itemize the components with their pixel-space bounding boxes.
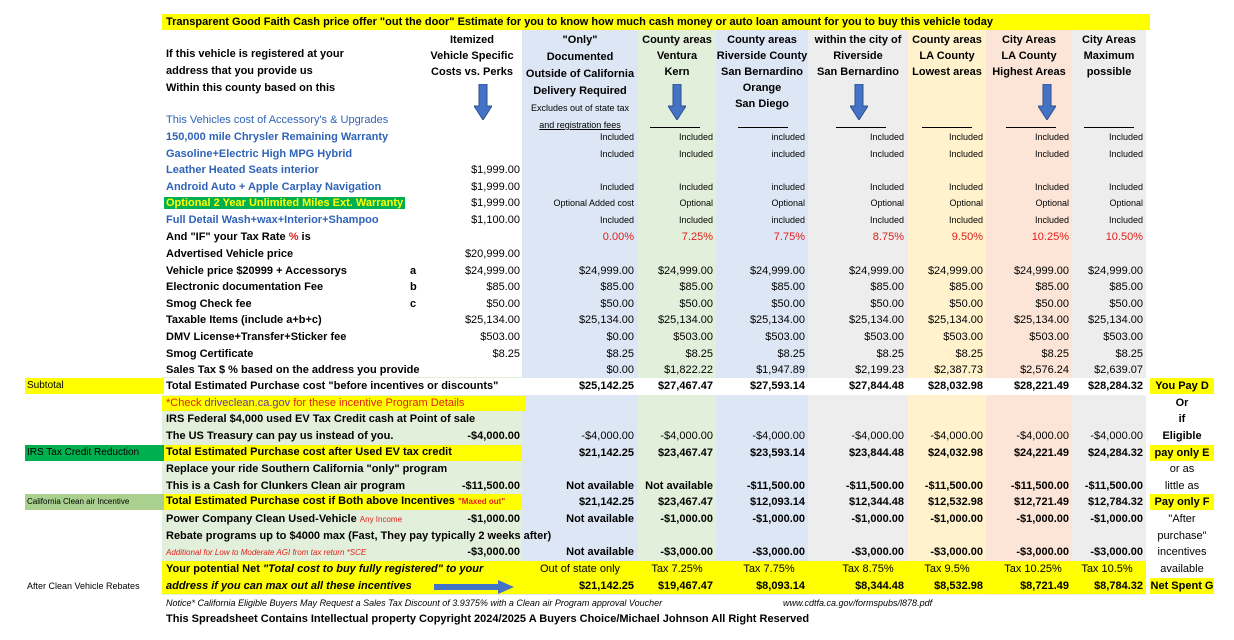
value-cell: included	[771, 148, 805, 159]
header-underline	[836, 127, 886, 128]
power-line-3: Additional for Low to Moderate AGI from tax return *SCE	[166, 548, 367, 557]
right-label: "After	[1168, 513, 1196, 525]
value-cell: -$1,000.00	[1090, 513, 1143, 525]
value-cell: $25,134.00	[848, 314, 904, 327]
accessory-label: Gasoline+Electric High MPG Hybrid	[166, 147, 353, 160]
arrow-down-icon	[1038, 84, 1056, 120]
value-cell: -$11,500.00	[845, 480, 904, 492]
notice-link: www.cdtfa.ca.gov/formspubs/l878.pdf	[783, 598, 933, 608]
value-cell: $50.00	[600, 297, 634, 310]
value-cell: Included	[869, 181, 904, 192]
value-cell: $24,999.00	[848, 264, 904, 277]
tax-note-cell: Tax 7.25%	[651, 563, 703, 575]
value-cell: $24,999.00	[927, 264, 983, 277]
value-cell: $25,134.00	[578, 314, 634, 327]
row-tag: b	[410, 281, 417, 294]
value-cell: -$1,000.00	[1016, 513, 1069, 525]
value-cell: $50.00	[949, 297, 983, 310]
value-cell: $2,576.24	[1020, 364, 1069, 377]
irs-line-1: IRS Federal $4,000 used EV Tax Credit cash at Point of sale	[166, 413, 476, 425]
row-label: Taxable Items (include a+b+c)	[166, 314, 322, 327]
value-cell: -$11,500.00	[746, 480, 805, 492]
value-cell: $28,284.32	[1087, 380, 1143, 392]
value-cell: Optional Added cost	[553, 198, 634, 208]
tax-note-cell: Tax 9.5%	[924, 563, 970, 575]
header-la-high: City Areas LA County Highest Areas	[992, 34, 1066, 78]
value-cell: $85.00	[1035, 281, 1069, 294]
tax-note-cell: Tax 7.75%	[743, 563, 795, 575]
value-cell: $23,593.14	[749, 447, 805, 459]
value-cell: $24,284.32	[1087, 447, 1143, 459]
value-cell: $2,387.73	[934, 364, 983, 377]
row-price: $20,999.00	[464, 248, 520, 260]
value-cell: $24,221.49	[1013, 447, 1069, 459]
any-income-note: Any Income	[359, 515, 403, 524]
header-underline	[650, 127, 700, 128]
value-cell: $23,467.47	[657, 496, 713, 508]
value-cell: $85.00	[679, 281, 713, 294]
value-cell: Included	[678, 181, 713, 192]
value-cell: $85.00	[949, 281, 983, 294]
value-cell: $503.00	[1103, 331, 1143, 343]
accessory-label: 150,000 mile Chrysler Remaining Warranty	[166, 131, 389, 143]
value-cell: $21,142.25	[578, 496, 634, 508]
value-cell: $503.00	[765, 331, 805, 343]
value-cell: Included	[599, 181, 634, 192]
value-cell: $25,134.00	[1013, 314, 1069, 327]
value-cell: $27,844.48	[848, 380, 904, 392]
page-title: Transparent Good Faith Cash price offer "out the door" Estimate for you to know how much cash money or auto loan amount for you to buy this vehicle today	[162, 14, 1150, 30]
value-cell: $28,032.98	[927, 380, 983, 392]
value-cell: 7.75%	[773, 231, 805, 243]
value-cell: Included	[678, 132, 713, 142]
right-label: purchase"	[1157, 530, 1207, 542]
value-cell: $19,467.47	[657, 580, 713, 592]
value-cell: -$4,000.00	[851, 430, 904, 442]
subtotal-label: Total Estimated Purchase cost "before incentives or discounts"	[166, 380, 499, 392]
value-cell: $23,467.47	[657, 447, 713, 459]
value-cell: $0.00	[606, 331, 634, 343]
value-cell: $8.25	[777, 347, 805, 360]
both-total-label	[166, 495, 505, 507]
value-cell: -$11,500.00	[1084, 480, 1143, 492]
value-cell: -$1,000.00	[851, 513, 904, 525]
side-label: IRS Tax Credit Reduction	[25, 445, 164, 461]
value-cell: $27,467.47	[657, 380, 713, 392]
side-label: After Clean Vehicle Rebates	[27, 581, 140, 591]
value-cell: Included	[1034, 181, 1069, 192]
value-cell: Included	[1034, 148, 1069, 159]
value-cell: $1,947.89	[756, 364, 805, 377]
value-cell: Included	[1108, 148, 1143, 159]
value-cell: -$3,000.00	[851, 546, 904, 558]
value-cell: -$1,000.00	[660, 513, 713, 525]
potential-line-2: address if you can max out all these incentives	[166, 580, 412, 592]
right-label: Net Spent G	[1150, 580, 1214, 592]
row-label: Advertised Vehicle price	[166, 248, 294, 260]
value-cell: Optional	[771, 198, 805, 208]
value-cell: $85.00	[1109, 281, 1143, 294]
accessory-price: $1,100.00	[471, 213, 520, 226]
value-cell: $2,639.07	[1094, 364, 1143, 377]
value-cell: $24,032.98	[927, 447, 983, 459]
potential-italic: "Total cost to buy fully registered" to your	[262, 563, 484, 575]
value-cell: Not available	[566, 480, 634, 492]
value-cell: Optional	[679, 198, 713, 208]
value-cell: $50.00	[870, 297, 904, 310]
value-cell: $25,134.00	[749, 314, 805, 327]
percent-sign: %	[288, 231, 299, 243]
power-line-1	[166, 513, 402, 525]
row-price: $50.00	[486, 297, 520, 310]
value-cell: -$3,000.00	[660, 546, 713, 558]
right-label: available	[1160, 563, 1204, 575]
value-cell: -$3,000.00	[1016, 546, 1069, 558]
value-cell: 10.25%	[1031, 231, 1069, 243]
irs-total-label: Total Estimated Purchase cost after Used EV tax credit	[166, 446, 452, 458]
arrow-down-icon	[850, 84, 868, 120]
accessories-title: This Vehicles cost of Accessory's & Upgrades	[166, 114, 389, 126]
row-label: Smog Check fee	[166, 297, 252, 310]
tax-rate-label-end: is	[298, 231, 311, 243]
power-line-2: Rebate programs up to $4000 max (Fast, They pay typically 2 weeks after)	[166, 530, 552, 542]
value-cell: -$4,000.00	[1090, 430, 1143, 442]
check-line	[162, 396, 526, 411]
value-cell: $28,221.49	[1013, 380, 1069, 392]
row-label: Sales Tax $ % based on the address you provide	[166, 364, 420, 377]
side-label: California Clean air Incentive	[25, 494, 164, 510]
value-cell: $85.00	[771, 281, 805, 294]
clunker-price: -$11,500.00	[461, 480, 520, 492]
arrow-down-icon	[474, 84, 492, 120]
check-prefix: *Check	[166, 397, 205, 409]
value-cell: -$4,000.00	[1016, 430, 1069, 442]
value-cell: included	[771, 132, 805, 142]
row-price: $8.25	[492, 347, 520, 360]
col-bg-la-high	[986, 30, 1072, 595]
value-cell: Included	[678, 148, 713, 159]
value-cell: Not available	[566, 513, 634, 525]
tax-note-cell: Tax 10.25%	[1004, 563, 1062, 575]
header-city: within the city of Riverside San Bernardino	[814, 34, 902, 78]
value-cell: Included	[1108, 132, 1143, 142]
header-underline	[738, 127, 788, 128]
value-cell: $12,721.49	[1013, 496, 1069, 508]
value-cell: -$3,000.00	[930, 546, 983, 558]
col-bg-riverside	[716, 30, 808, 595]
value-cell: $12,093.14	[749, 496, 805, 508]
row-price: $25,134.00	[464, 314, 520, 327]
value-cell: 0.00%	[602, 231, 634, 243]
value-cell: $24,999.00	[578, 264, 634, 277]
intro-line-1: If this vehicle is registered at your	[166, 48, 344, 60]
copyright-text: This Spreadsheet Contains Intellectual property Copyright 2024/2025 A Buyers Choice/Michael Johnson All Right Reserved	[166, 613, 810, 625]
value-cell: $8,093.14	[756, 580, 805, 592]
value-cell: -$4,000.00	[660, 430, 713, 442]
right-label: Eligible	[1162, 430, 1202, 442]
row-price: $85.00	[486, 281, 520, 294]
value-cell: $8.25	[1041, 347, 1069, 360]
side-label: Subtotal	[25, 378, 164, 394]
value-cell: $8,532.98	[934, 580, 983, 592]
value-cell: $85.00	[600, 281, 634, 294]
value-cell: -$11,500.00	[924, 480, 983, 492]
value-cell: $8.25	[685, 347, 713, 360]
intro-line-3: Within this county based on this	[166, 82, 336, 94]
value-cell: included	[771, 181, 805, 192]
value-cell: 10.50%	[1105, 231, 1143, 243]
header-underline	[1006, 127, 1056, 128]
power-price-3: -$3,000.00	[467, 546, 520, 558]
value-cell: Included	[948, 181, 983, 192]
power-line-1-text: Power Company Clean Used-Vehicle	[166, 513, 360, 525]
value-cell: Included	[678, 214, 713, 225]
header-underline	[922, 127, 972, 128]
right-label: Pay only F	[1150, 494, 1214, 510]
right-label: incentives	[1157, 546, 1207, 558]
value-cell: $0.00	[606, 364, 634, 377]
value-cell: $503.00	[864, 331, 904, 343]
right-label: little as	[1164, 480, 1200, 492]
value-cell: $23,844.48	[848, 447, 904, 459]
header-only: "Only" Documented Outside of California Delivery Required Excludes out of state tax and registration fees	[525, 34, 635, 130]
row-price: $24,999.00	[464, 264, 520, 277]
value-cell: $8.25	[955, 347, 983, 360]
clunker-line-2: This is a Cash for Clunkers Clean air program	[166, 480, 406, 492]
value-cell: Included	[948, 132, 983, 142]
value-cell: $8.25	[1115, 347, 1143, 360]
tax-rate-label-text: And "IF" your Tax Rate	[166, 231, 289, 243]
row-tag: c	[410, 297, 417, 310]
value-cell: $50.00	[1035, 297, 1069, 310]
value-cell: 7.25%	[681, 231, 713, 243]
value-cell: -$1,000.00	[930, 513, 983, 525]
row-label: Vehicle price $20999 + Accessorys	[166, 264, 347, 277]
value-cell: -$3,000.00	[752, 546, 805, 558]
accessory-label: Optional 2 Year Unlimited Miles Ext. Warranty	[166, 197, 404, 209]
header-itemized: Itemized Vehicle Specific Costs vs. Perks	[430, 34, 514, 78]
value-cell: $25,134.00	[927, 314, 983, 327]
row-label: Electronic documentation Fee	[166, 281, 324, 294]
value-cell: Included	[599, 132, 634, 142]
intro-line-2: address that you provide us	[166, 65, 313, 77]
value-cell: Not available	[645, 480, 713, 492]
value-cell: Included	[599, 148, 634, 159]
row-price: $503.00	[480, 331, 520, 343]
value-cell: -$4,000.00	[752, 430, 805, 442]
power-price-1: -$1,000.00	[467, 513, 520, 525]
value-cell: $21,142.25	[578, 580, 634, 592]
row-tag: a	[410, 264, 417, 277]
value-cell: Included	[869, 214, 904, 225]
both-total-text: Total Estimated Purchase cost if Both above Incentives	[166, 495, 458, 507]
row-label: DMV License+Transfer+Sticker fee	[166, 331, 347, 343]
value-cell: Included	[869, 132, 904, 142]
tax-rate-label	[166, 231, 311, 243]
value-cell: $50.00	[679, 297, 713, 310]
value-cell: $21,142.25	[578, 447, 634, 459]
accessory-label: Full Detail Wash+wax+Interior+Shampoo	[166, 213, 379, 226]
header-max: City Areas Maximum possible	[1081, 34, 1136, 78]
header-la-low: County areas LA County Lowest areas	[912, 34, 982, 78]
tax-note-cell: Tax 10.5%	[1081, 563, 1133, 575]
accessory-label: Android Auto + Apple Carplay Navigation	[166, 180, 382, 193]
col-bg-la-low	[908, 30, 986, 595]
value-cell: Included	[599, 214, 634, 225]
value-cell: $8,344.48	[855, 580, 904, 592]
clunker-line-1: Replace your ride Southern California "only" program	[166, 463, 448, 475]
row-label: Smog Certificate	[166, 347, 254, 360]
header-riverside: County areas Riverside County San Bernardino Orange San Diego	[716, 34, 808, 110]
value-cell: Included	[869, 148, 904, 159]
value-cell: Optional	[870, 198, 904, 208]
value-cell: Optional	[1109, 198, 1143, 208]
accessory-price: $1,999.00	[471, 164, 520, 176]
value-cell: $12,532.98	[927, 496, 983, 508]
value-cell: Optional	[949, 198, 983, 208]
value-cell: 8.75%	[872, 231, 904, 243]
right-label: Or	[1175, 397, 1189, 409]
value-cell: Included	[948, 148, 983, 159]
potential-line-1	[166, 563, 483, 575]
value-cell: Included	[1108, 214, 1143, 225]
value-cell: $50.00	[1109, 297, 1143, 310]
accessory-price: $1,999.00	[471, 180, 520, 193]
maxed-out-note: "Maxed out"	[457, 497, 506, 506]
value-cell: $50.00	[771, 297, 805, 310]
value-cell: $12,344.48	[848, 496, 904, 508]
value-cell: $25,134.00	[1087, 314, 1143, 327]
arrow-down-icon	[668, 84, 686, 120]
value-cell: 9.50%	[951, 231, 983, 243]
value-cell: Included	[1034, 132, 1069, 142]
value-cell: $12,784.32	[1087, 496, 1143, 508]
value-cell: $25,134.00	[657, 314, 713, 327]
value-cell: $27,593.14	[749, 380, 805, 392]
notice-text: Notice* California Eligible Buyers May Request a Sales Tax Discount of 3.9375% with a Clean air Program approval Voucher	[166, 598, 663, 608]
value-cell: -$3,000.00	[1090, 546, 1143, 558]
value-cell: -$11,500.00	[1010, 480, 1069, 492]
driveclean-link[interactable]: driveclean.ca.gov	[204, 397, 291, 409]
header-ventura: County areas Ventura Kern	[642, 34, 712, 78]
irs-line-2: The US Treasury can pay us instead of you.	[166, 430, 394, 442]
value-cell: $2,199.23	[855, 364, 904, 377]
value-cell: Optional	[1035, 198, 1069, 208]
accessory-label: Leather Heated Seats interior	[166, 164, 319, 176]
value-cell: -$1,000.00	[752, 513, 805, 525]
value-cell: Not available	[566, 546, 634, 558]
right-label: pay only E	[1150, 445, 1214, 461]
tax-note-cell: Out of state only	[539, 563, 621, 575]
accessory-price: $1,999.00	[471, 197, 520, 209]
value-cell: $8.25	[876, 347, 904, 360]
value-cell: $24,999.00	[1087, 264, 1143, 277]
header-underline	[1084, 127, 1134, 128]
right-label: You Pay D	[1150, 378, 1214, 394]
value-cell: $503.00	[943, 331, 983, 343]
arrow-right-icon	[434, 580, 514, 594]
col-bg-max	[1072, 30, 1146, 595]
value-cell: Included	[1108, 181, 1143, 192]
check-suffix: for these incentive Program Details	[290, 397, 465, 409]
right-label: or as	[1169, 463, 1195, 475]
potential-text: Your potential Net	[166, 563, 263, 575]
value-cell: $8.25	[606, 347, 634, 360]
value-cell: $24,999.00	[749, 264, 805, 277]
value-cell: Included	[1034, 214, 1069, 225]
value-cell: $24,999.00	[657, 264, 713, 277]
value-cell: Included	[948, 214, 983, 225]
value-cell: -$4,000.00	[930, 430, 983, 442]
value-cell: $85.00	[870, 281, 904, 294]
value-cell: $1,822.22	[664, 364, 713, 377]
value-cell: included	[771, 214, 805, 225]
value-cell: -$4,000.00	[581, 430, 634, 442]
value-cell: $24,999.00	[1013, 264, 1069, 277]
value-cell: $8,784.32	[1094, 580, 1143, 592]
tax-note-cell: Tax 8.75%	[842, 563, 894, 575]
right-label: if	[1178, 413, 1186, 425]
value-cell: $25,142.25	[578, 380, 634, 392]
value-cell: $8,721.49	[1020, 580, 1069, 592]
value-cell: $503.00	[1029, 331, 1069, 343]
value-cell: $503.00	[673, 331, 713, 343]
irs-price: -$4,000.00	[467, 430, 520, 442]
